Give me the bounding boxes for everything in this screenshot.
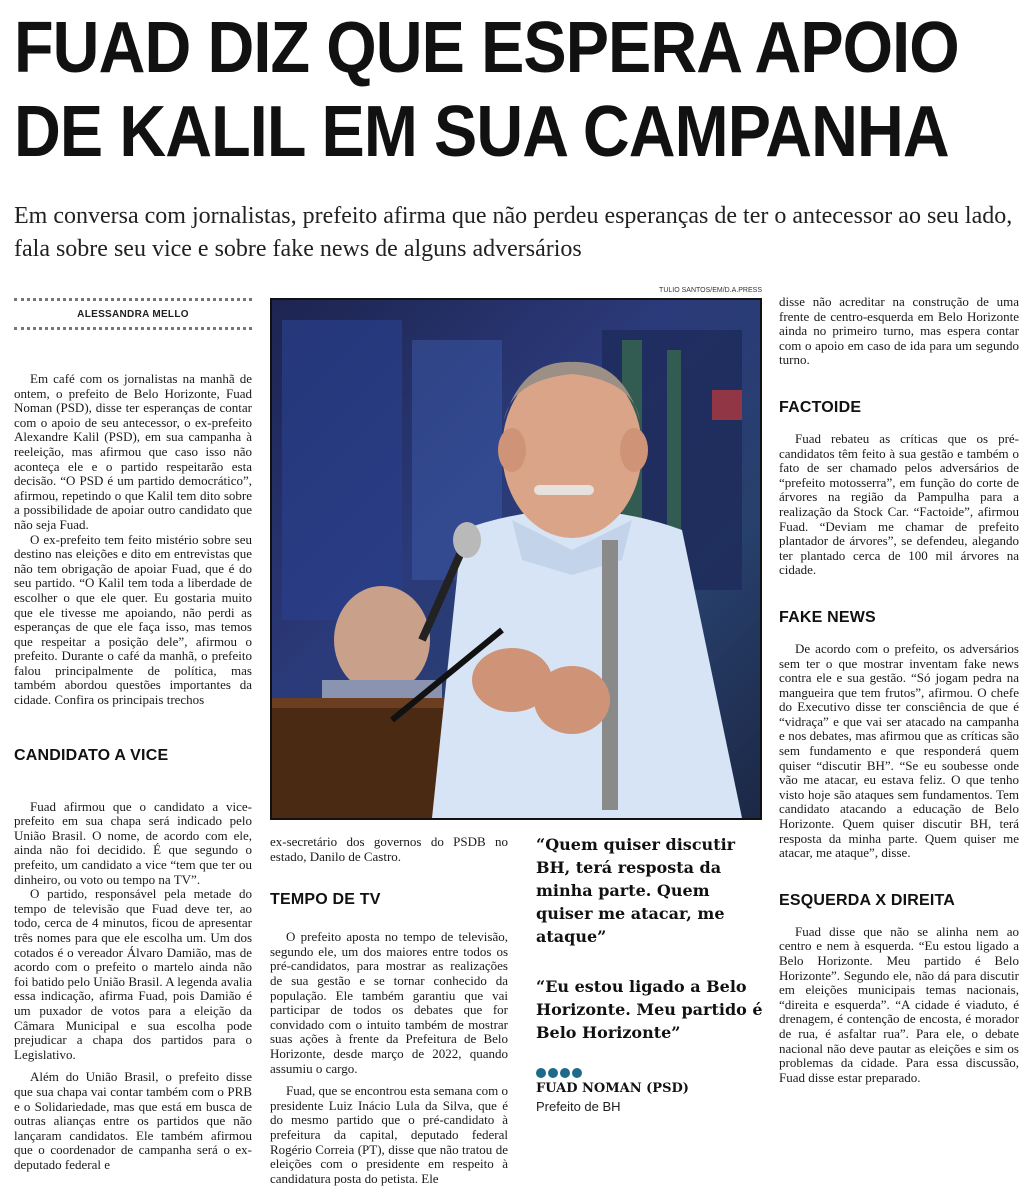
column-4: [779, 295, 1019, 1085]
paragraph: Fuad rebateu as críticas que os pré-candidatos têm feito à sua gestão e também o fato de ser chamado pelos adversários de “prefeito motosserra”, em função do corte de árvores na região da Pampulha para a realização da Stock Car. “Factoide”, afirmou Fuad. “Deviam me chamar de prefeito plantador de árvores”, se defendeu, alegando ter plantado cerca de 100 mil árvores na cidade.: [779, 430, 1019, 578]
photo-fuad-noman: [270, 298, 762, 820]
paragraph: Fuad afirmou que o candidato a vice-prefeito em sua chapa será indicado pelo União Brasil. O nome, de acordo com ele, ainda não foi decidido. É que segundo o prefeito, um candidato a vice “tem que ter ou dinheiro, ou voto ou tempo na TV”.: [14, 798, 252, 887]
section-title-esquerda-x-direita: ESQUERDA X DIREITA: [779, 891, 956, 909]
column-1: [14, 372, 252, 1173]
headline-line-1: FUAD DIZ QUE ESPERA APOIO: [14, 8, 959, 88]
section-title-candidato-a-vice: CANDIDATO A VICE: [14, 746, 169, 764]
quote-dots: [536, 1068, 582, 1078]
paragraph: Fuad, que se encontrou esta semana com o presidente Luiz Inácio Lula da Silva, que é do mesmo partido que o pré-candidato à prefeitura da capital, deputado federal Rogério Correia (PT), disse que não tratou de eleições com o presidente em respeito à candidatura posta do petista. Ele: [270, 1083, 508, 1186]
section-title-fake-news: FAKE NEWS: [779, 608, 876, 626]
byline: ALESSANDRA MELLO: [77, 308, 189, 320]
section-title-factoide: FACTOIDE: [779, 398, 862, 416]
photo-illustration: [272, 300, 760, 818]
section-title-tempo-de-tv: TEMPO DE TV: [270, 891, 381, 909]
pull-quote-1: “Quem quiser discutir BH, terá resposta da minha parte. Quem quiser me atacar, me ataque”: [536, 835, 736, 946]
paragraph: O partido, responsável pela metade do tempo de televisão que Fuad deve ter, ao todo, cerca de 4 minutos, ficou de apresentar três nomes para que ele escolha um. Um dos cotados é o vereador Álvaro Damião, mas de acordo com o prefeito o martelo ainda não foi batido pelo União Brasil. A legenda avalia essa indicação, afirma Fuad, pois Damião é um puxador de votos para a eleição da Câmara Municipal e sua escolha pode prejudicar a chapa dos partidos para o Legislativo.: [14, 886, 252, 1062]
byline-box: [14, 298, 252, 330]
headline-line-2: DE KALIL EM SUA CAMPANHA: [14, 92, 949, 172]
paragraph: Fuad disse que não se alinha nem ao centro e nem à esquerda. “Eu estou ligado a Belo Horizonte. Meu partido é Belo Horizonte”. Segundo ele, não dá para discutir em eleições municipais temas nacionais, “direita e esquerda”. “A cidade é viaduto, é drenagem, é contenção de encosta, é morador de rua, é asfaltar rua”. Para ele, o debate nacional não deve pautar as eleições e sim os problemas da cidade. Para essa discussão, Fuad disse estar preparado.: [779, 923, 1019, 1085]
paragraph: De acordo com o prefeito, os adversários sem ter o que mostrar inventam fake news contra ele e sua gestão. “Só jogam pedra na mangueira que tem frutos”, afirmou. O chefe do Executivo disse ter consciência de que é “vidraça” e que vai ser atacado na campanha e nos debates, mas afirmou que as críticas são sem fundamento e que responderá quem quiser “discutir BH”. “Se eu soubesse onde vão me atacar, eu estava feliz. O que tenho visto hoje são ataques sem fundamentos. Tem candidato atacando a educação de Belo Horizonte. Quem quiser discutir BH, terá resposta da minha parte. Quem quiser me atacar, me ataque”, disse.: [779, 640, 1019, 861]
photo-credit: TULIO SANTOS/EM/D.A.PRESS: [659, 287, 762, 294]
paragraph-continued: disse não acreditar na construção de uma frente de centro-esquerda em Belo Horizonte ainda no primeiro turno, mas espera contar com o apoio em caso de ida para um segundo turno.: [779, 294, 1019, 368]
paragraph: O prefeito aposta no tempo de televisão, segundo ele, um dos maiores entre todos os pré-candidatos, para mostrar as realizações de sua gestão e se tornar conhecido da população. Ele também garantiu que vai participar de todos os debates que for convidado com o intuito também de mostrar suas ações à frente da Prefeitura de Belo Horizonte, desde março de 2022, quando assumiu o cargo.: [270, 929, 508, 1076]
paragraph: O ex-prefeito tem feito mistério sobre seu destino nas eleições e dito em entrevistas que não tem obrigação de apoiar Fuad, que é do seu partido. “O Kalil tem toda a liberdade de escolher o que ele quer. Eu gostaria muito que ele tivesse me apoiando, não perdi as esperanças de que ele faça isso, mas temos que respeitar a posição dele”, afirmou o prefeito. Durante o café da manhã, o prefeito falou principalmente de política, mas também abordou questões importantes da cidade. Confira os principais trechos: [14, 531, 252, 708]
quote-author-role: Prefeito de BH: [536, 1099, 621, 1114]
paragraph-continued: ex-secretário dos governos do PSDB no estado, Danilo de Castro.: [270, 834, 508, 864]
paragraph: Além do União Brasil, o prefeito disse que sua chapa vai contar também com o PRB e o Solidariedade, mas que está em busca de outras alianças entre os partidos que não lançaram candidatos. Ele também afirmou que o coordenador de campanha será o ex-deputado federal e: [14, 1069, 252, 1172]
paragraph: Em café com os jornalistas na manhã de ontem, o prefeito de Belo Horizonte, Fuad Noman (PSD), disse ter esperanças de contar com o apoio de seu antecessor, o ex-prefeito Alexandre Kalil (PSD), em sua campanha à reeleição, mas afirmou que caso isso não aconteça ele e o partido respeitarão esta decisão. “O PSD é um partido democrático”, afirmou, repetindo o que Kalil tem dito sobre a possibilidade de apoiar outro candidato que não seja Fuad.: [14, 371, 252, 532]
column-2: [270, 835, 508, 1186]
pull-quote-2: “Eu estou ligado a Belo Horizonte. Meu partido é Belo Horizonte”: [536, 977, 763, 1042]
subtitle: Em conversa com jornalistas, prefeito afirma que não perdeu esperanças de ter o antecessor ao seu lado, fala sobre seu vice e sobre fake news de alguns adversários: [14, 203, 1013, 262]
quote-author-name: FUAD NOMAN (PSD): [536, 1081, 689, 1096]
headline: [14, 6, 959, 174]
